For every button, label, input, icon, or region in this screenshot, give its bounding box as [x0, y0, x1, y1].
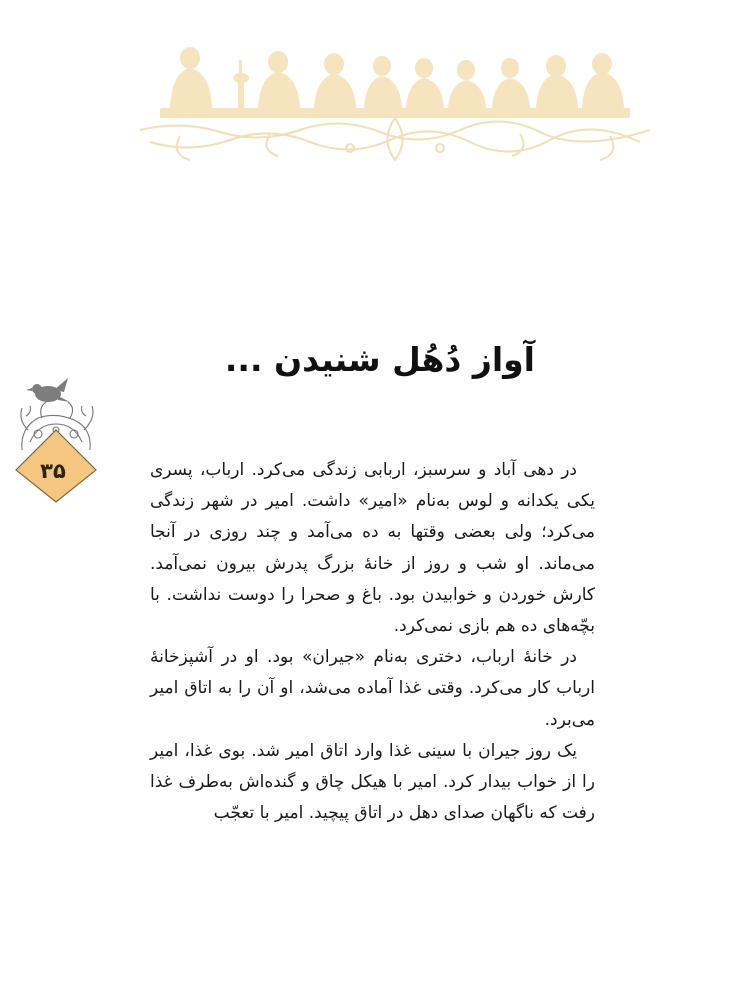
paragraph: در خانهٔ ارباب، دختری به‌نام «جیران» بود. او در آشپزخانهٔ ارباب کار می‌کرد. وقتی غذا آماده می‌شد، او آن را به اتاق امیر می‌برد. [150, 647, 595, 730]
bird-on-floral-vase-icon [8, 372, 104, 504]
paragraph: یک روز جیران با سینی غذا وارد اتاق امیر شد. بوی غذا، امیر را از خواب بیدار کرد. امیر با هیکل چاق و گنده‌اش به‌طرف غذا رفت که ناگهان صدای دهل در اتاق پیچید. امیر با تعجّب [150, 740, 595, 824]
paragraph: در دهی آباد و سرسبز، اربابی زندگی می‌کرد. ارباب، پسری یکی یکدانه و لوس به‌نام «امیر» داشت. امیر در شهر زندگی می‌کرد؛ ولی بعضی وقتها به ده می‌آمد و چند روزی در آنجا می‌ماند. او شب و روز از خانهٔ بزرگ پدرش بیرون نمی‌آمد. کارش خوردن و خوابیدن بود. باغ و صحرا را دوست نداشت. با بچّه‌های ده هم بازی نمی‌کرد. [150, 460, 595, 637]
chapter-title: آواز دُهُل شنیدن ... [224, 340, 535, 379]
page-number: ۳۵ [40, 459, 66, 483]
seated-figures-frieze-icon [120, 30, 670, 180]
story-body [150, 455, 595, 829]
